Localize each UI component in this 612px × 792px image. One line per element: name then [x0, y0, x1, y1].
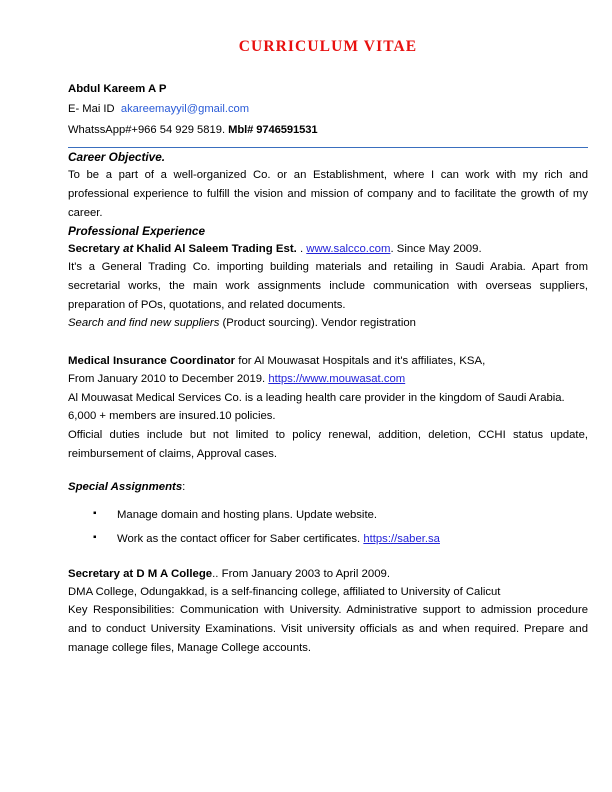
job-1-italic-note: Search and find new suppliers: [68, 317, 220, 330]
job-2-headline: [68, 352, 588, 370]
special-assignments-list: [68, 503, 588, 551]
list-item: [68, 503, 588, 527]
mobile-number: Mbl# 9746591531: [228, 123, 318, 136]
job-2-description-2: 6,000 + members are insured.10 policies.: [68, 410, 276, 423]
job-1-italic-note-tail: (Product sourcing). Vendor registration: [219, 317, 416, 330]
job-1-dates: . Since May 2009.: [390, 243, 482, 256]
job-3-role: Secretary at D M A College: [68, 567, 213, 580]
job-1-at: at: [123, 243, 134, 256]
section-heading-professional-experience: Professional Experience: [68, 224, 206, 239]
job-1-description: It's a General Trading Co. importing building materials and retailing in Saudi Arabia. Apart from secretarial works, the main work assignments include communication with overseas suppliers, preparation of POs, quotations, and related documents.: [68, 261, 588, 311]
job-2-role: Medical Insurance Coordinator: [68, 355, 236, 368]
email-address[interactable]: akareemayyil@gmail.com: [120, 103, 250, 116]
cv-content: [68, 0, 588, 657]
job-3-description-1: DMA College, Odungakkad, is a self-financing college, affiliated to University of Calicut: [68, 585, 501, 598]
list-item: [68, 527, 588, 551]
section-heading-career-objective: Career Objective.: [68, 150, 166, 165]
bullet-1-text: Manage domain and hosting plans. Update website.: [117, 508, 377, 521]
email-label: E- Mai ID: [68, 103, 115, 116]
job-2-dates-line: [68, 370, 588, 389]
page-title: CURRICULUM VITAE: [238, 38, 418, 55]
career-objective-text: To be a part of a well-organized Co. or an Establishment, where I can work with my rich and professional experience to fulfill the vision and mission of company and to facilitate the growth of my career.: [68, 169, 588, 219]
job-3-description-2: Key Responsibilities: Communication with University. Administrative support to admission procedure and to conduct University Examinations. Visit university officials as and when required. Prepare and manage college files, Manage College accounts.: [68, 604, 588, 654]
job-2-description-1: Al Mouwasat Medical Services Co. is a leading health care provider in the kingdom of Saudi Arabia.: [68, 391, 565, 404]
special-assignments-heading: [68, 478, 588, 496]
job-3-role-tail: .. From January 2003 to April 2009.: [212, 567, 391, 580]
job-2-dates: From January 2010 to December 2019.: [68, 373, 269, 386]
special-assignments-label: Special Assignments: [68, 480, 183, 493]
bullet-2-text: Work as the contact officer for Saber certificates.: [117, 532, 364, 545]
job-1-separator: .: [296, 243, 307, 256]
job-1-role: Secretary: [68, 243, 120, 256]
special-assignments-colon: :: [182, 480, 186, 493]
job-1-company: Khalid Al Saleem Trading Est.: [136, 243, 297, 256]
contact-block: [68, 79, 588, 141]
job-2-role-tail: for Al Mouwasat Hospitals and it's affiliates, KSA,: [235, 355, 486, 368]
job-2-website-link[interactable]: https://www.mouwasat.com: [268, 373, 406, 386]
job-3-headline: [68, 565, 588, 583]
job-1-headline: [68, 240, 588, 258]
contact-email-line: [68, 99, 588, 120]
job-2-description-3: Official duties include but not limited to policy renewal, addition, deletion, CCHI status update, reimbursement of claims, Approval cases.: [68, 429, 588, 460]
whatsapp-number: WhatssApp#+966 54 929 5819.: [68, 123, 229, 136]
contact-phone-line: [68, 120, 588, 141]
contact-name-line: [68, 79, 588, 100]
job-1-note-line: [68, 314, 588, 333]
candidate-name: Abdul Kareem A P: [68, 82, 167, 95]
saber-link[interactable]: https://saber.sa: [363, 532, 440, 545]
job-1-website-link[interactable]: www.salcco.com: [306, 243, 391, 256]
